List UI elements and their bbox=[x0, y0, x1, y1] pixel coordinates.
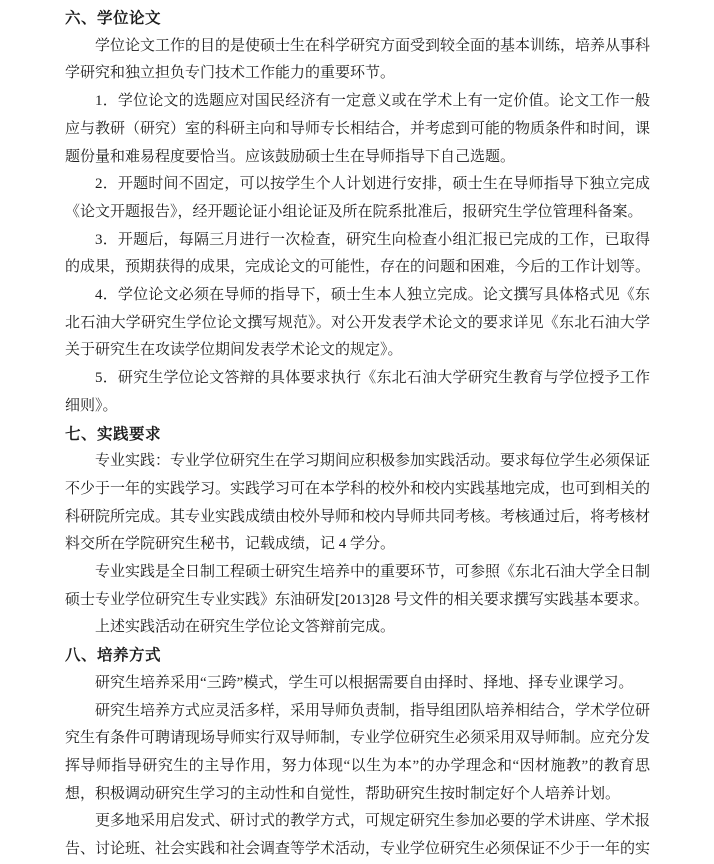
paragraph: 1．学位论文的选题应对国民经济有一定意义或在学术上有一定价值。论文工作一般应与教研（研究）室的科研主向和导师专长相结合，并考虑到可能的物质条件和时间，课题份量和难易程度要恰当。应该鼓励硕士生在导师指导下自己选题。 bbox=[65, 93, 651, 165]
paragraph: 4．学位论文必须在导师的指导下，硕士生本人独立完成。论文撰写具体格式见《东北石油大学研究生学位论文撰写规范》。对公开发表学术论文的要求详见《东北石油大学关于研究生在攻读学位期间发表学术论文的规定》。 bbox=[65, 287, 650, 359]
paragraph: 专业实践是全日制工程硕士研究生培养中的重要环节，可参照《东北石油大学全日制硕士专业学位研究生专业实践》东油研发[2013]28 号文件的相关要求撰写实践基本要求。 bbox=[65, 564, 651, 608]
paragraph: 上述实践活动在研究生学位论文答辩前完成。 bbox=[95, 619, 396, 636]
paragraph: 3．开题后，每隔三月进行一次检查，研究生向检查小组汇报已完成的工作，已取得的成果，预期获得的成果，完成论文的可能性，存在的问题和困难，今后的工作计划等。 bbox=[65, 231, 651, 276]
paragraph: 研究生培养采用“三跨”模式，学生可以根据需要自由择时、择地、择专业课学习。 bbox=[95, 674, 634, 691]
section-heading: 六、学位论文 bbox=[65, 10, 162, 27]
paragraph: 2．开题时间不固定，可以按学生个人计划进行安排，硕士生在导师指导下独立完成《论文开题报告》，经开题论证小组论证及所在院系批准后，报研究生学位管理科备案。 bbox=[65, 176, 650, 220]
paragraph: 更多地采用启发式、研讨式的教学方式，可规定研究生参加必要的学术讲座、学术报告、讨论班、社会实践和社会调查等学术活动，专业学位研究生必须保证不少于一年的实 bbox=[65, 813, 651, 858]
paragraph: 学位论文工作的目的是使硕士生在科学研究方面受到较全面的基本训练，培养从事科学研究和独立担负专门技术工作能力的重要环节。 bbox=[65, 37, 651, 82]
section-heading: 八、培养方式 bbox=[65, 647, 162, 665]
section-heading: 七、实践要求 bbox=[65, 425, 162, 443]
paragraph: 研究生培养方式应灵活多样，采用导师负责制，指导组团队培养相结合，学术学位研究生有条件可聘请现场导师实行双导师制，专业学位研究生必须采用双导师制。应充分发挥导师指导研究生的主导作用，努力体现“以生为本”的办学理念和“因材施教”的教育思想，积极调动研究生学习的主动性和自觉性，帮助研究生按时制定好个人培养计划。 bbox=[65, 702, 651, 802]
paragraph: 专业实践：专业学位研究生在学习期间应积极参加实践活动。要求每位学生必须保证不少于一年的实践学习。实践学习可在本学科的校外和校内实践基地完成，也可到相关的科研院所完成。其专业实践成绩由校外导师和校内导师共同考核。考核通过后，将考核材料交所在学院研究生秘书，记载成绩，记 4 学分。 bbox=[65, 453, 651, 553]
paragraph: 5．研究生学位论文答辩的具体要求执行《东北石油大学研究生教育与学位授予工作细则》。 bbox=[65, 370, 650, 414]
document-body bbox=[65, 5, 650, 864]
